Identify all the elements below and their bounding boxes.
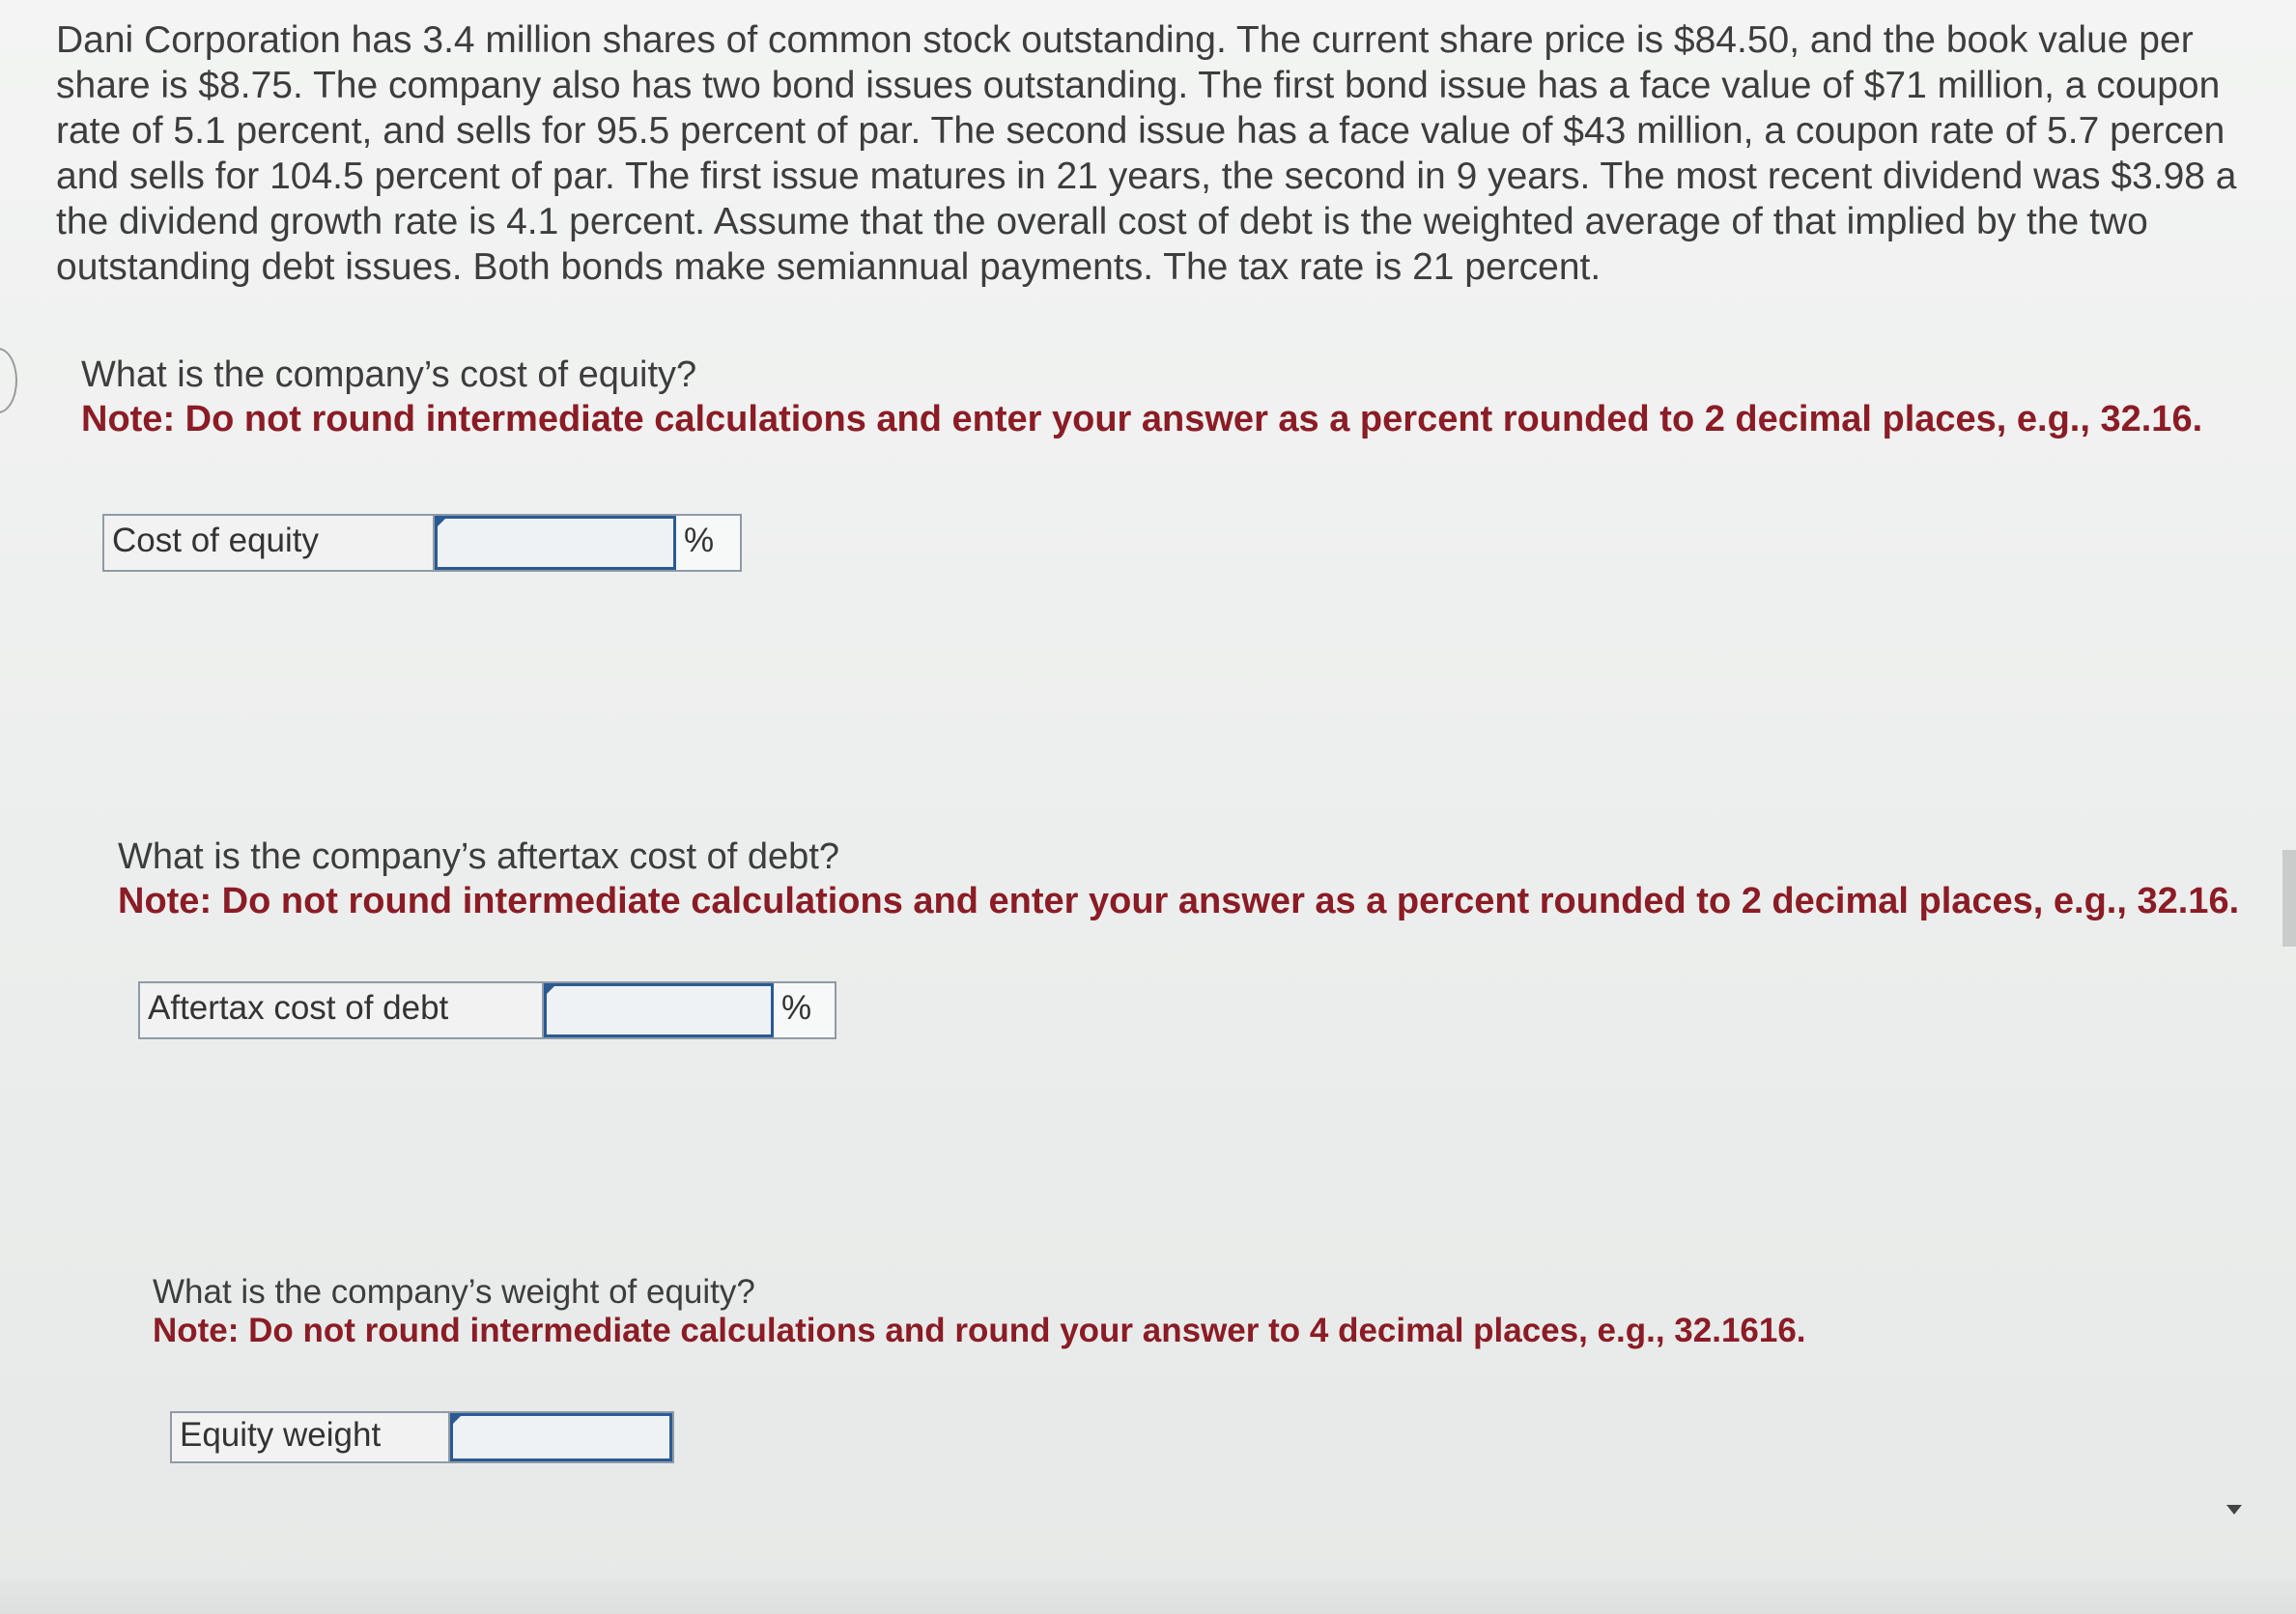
answer-label: Equity weight xyxy=(172,1413,450,1461)
input-corner-flag xyxy=(436,517,447,528)
input-corner-flag xyxy=(451,1414,463,1426)
question-note: Note: Do not round intermediate calculations and enter your answer as a percent rounded to 2 decimal places, e.g., 32.16. xyxy=(81,399,2203,439)
problem-statement xyxy=(56,17,2287,290)
question-note: Note: Do not round intermediate calculations and round your answer to 4 decimal places, e.g., 32.1616. xyxy=(153,1312,1806,1349)
percent-unit: % xyxy=(774,983,835,1037)
problem-line: Dani Corporation has 3.4 million shares of common stock outstanding. The current share price is $84.50, and the book value per xyxy=(56,19,2194,61)
answer-label: Aftertax cost of debt xyxy=(140,983,544,1037)
problem-line: the dividend growth rate is 4.1 percent. Assume that the overall cost of debt is the weighted average of that implied by the two xyxy=(56,201,2148,242)
cost-of-equity-field[interactable] xyxy=(438,519,673,567)
equity-weight-input[interactable] xyxy=(450,1413,672,1461)
scroll-down-arrow-icon[interactable] xyxy=(2226,1505,2242,1515)
question-text: What is the company’s aftertax cost of debt? xyxy=(118,836,840,877)
problem-line: share is $8.75. The company also has two bond issues outstanding. The first bond issue has a face value of $71 million, a coupon xyxy=(56,65,2221,106)
question-note: Note: Do not round intermediate calculations and enter your answer as a percent rounded to 2 decimal places, e.g., 32.16. xyxy=(118,881,2240,921)
percent-unit: % xyxy=(676,516,736,570)
answer-label: Cost of equity xyxy=(104,516,435,570)
answer-row-equity-weight xyxy=(170,1411,674,1463)
question-weight-of-equity xyxy=(153,1273,1806,1350)
left-edge-bracket xyxy=(0,348,17,413)
problem-line: and sells for 104.5 percent of par. The first issue matures in 21 years, the second in 9 years. The most recent dividend was $3.98 a xyxy=(56,156,2237,197)
equity-weight-field[interactable] xyxy=(453,1416,669,1458)
question-text: What is the company’s cost of equity? xyxy=(81,354,697,395)
answer-row-cost-of-equity xyxy=(102,514,742,572)
aftertax-cost-of-debt-input[interactable] xyxy=(544,983,774,1037)
aftertax-cost-of-debt-field[interactable] xyxy=(547,986,771,1034)
input-corner-flag xyxy=(545,984,556,996)
scrollbar[interactable] xyxy=(2282,850,2296,947)
question-aftertax-cost-of-debt xyxy=(118,835,2239,923)
problem-line: rate of 5.1 percent, and sells for 95.5 percent of par. The second issue has a face value of $43 million, a coupon rate of 5.7 percen xyxy=(56,110,2225,152)
answer-row-aftertax-cost-of-debt xyxy=(138,981,836,1039)
problem-line: outstanding debt issues. Both bonds make semiannual payments. The tax rate is 21 percent. xyxy=(56,246,1602,288)
cost-of-equity-input[interactable] xyxy=(435,516,676,570)
question-cost-of-equity xyxy=(81,353,2202,441)
bottom-edge xyxy=(0,1579,2296,1614)
question-text: What is the company’s weight of equity? xyxy=(153,1273,755,1311)
